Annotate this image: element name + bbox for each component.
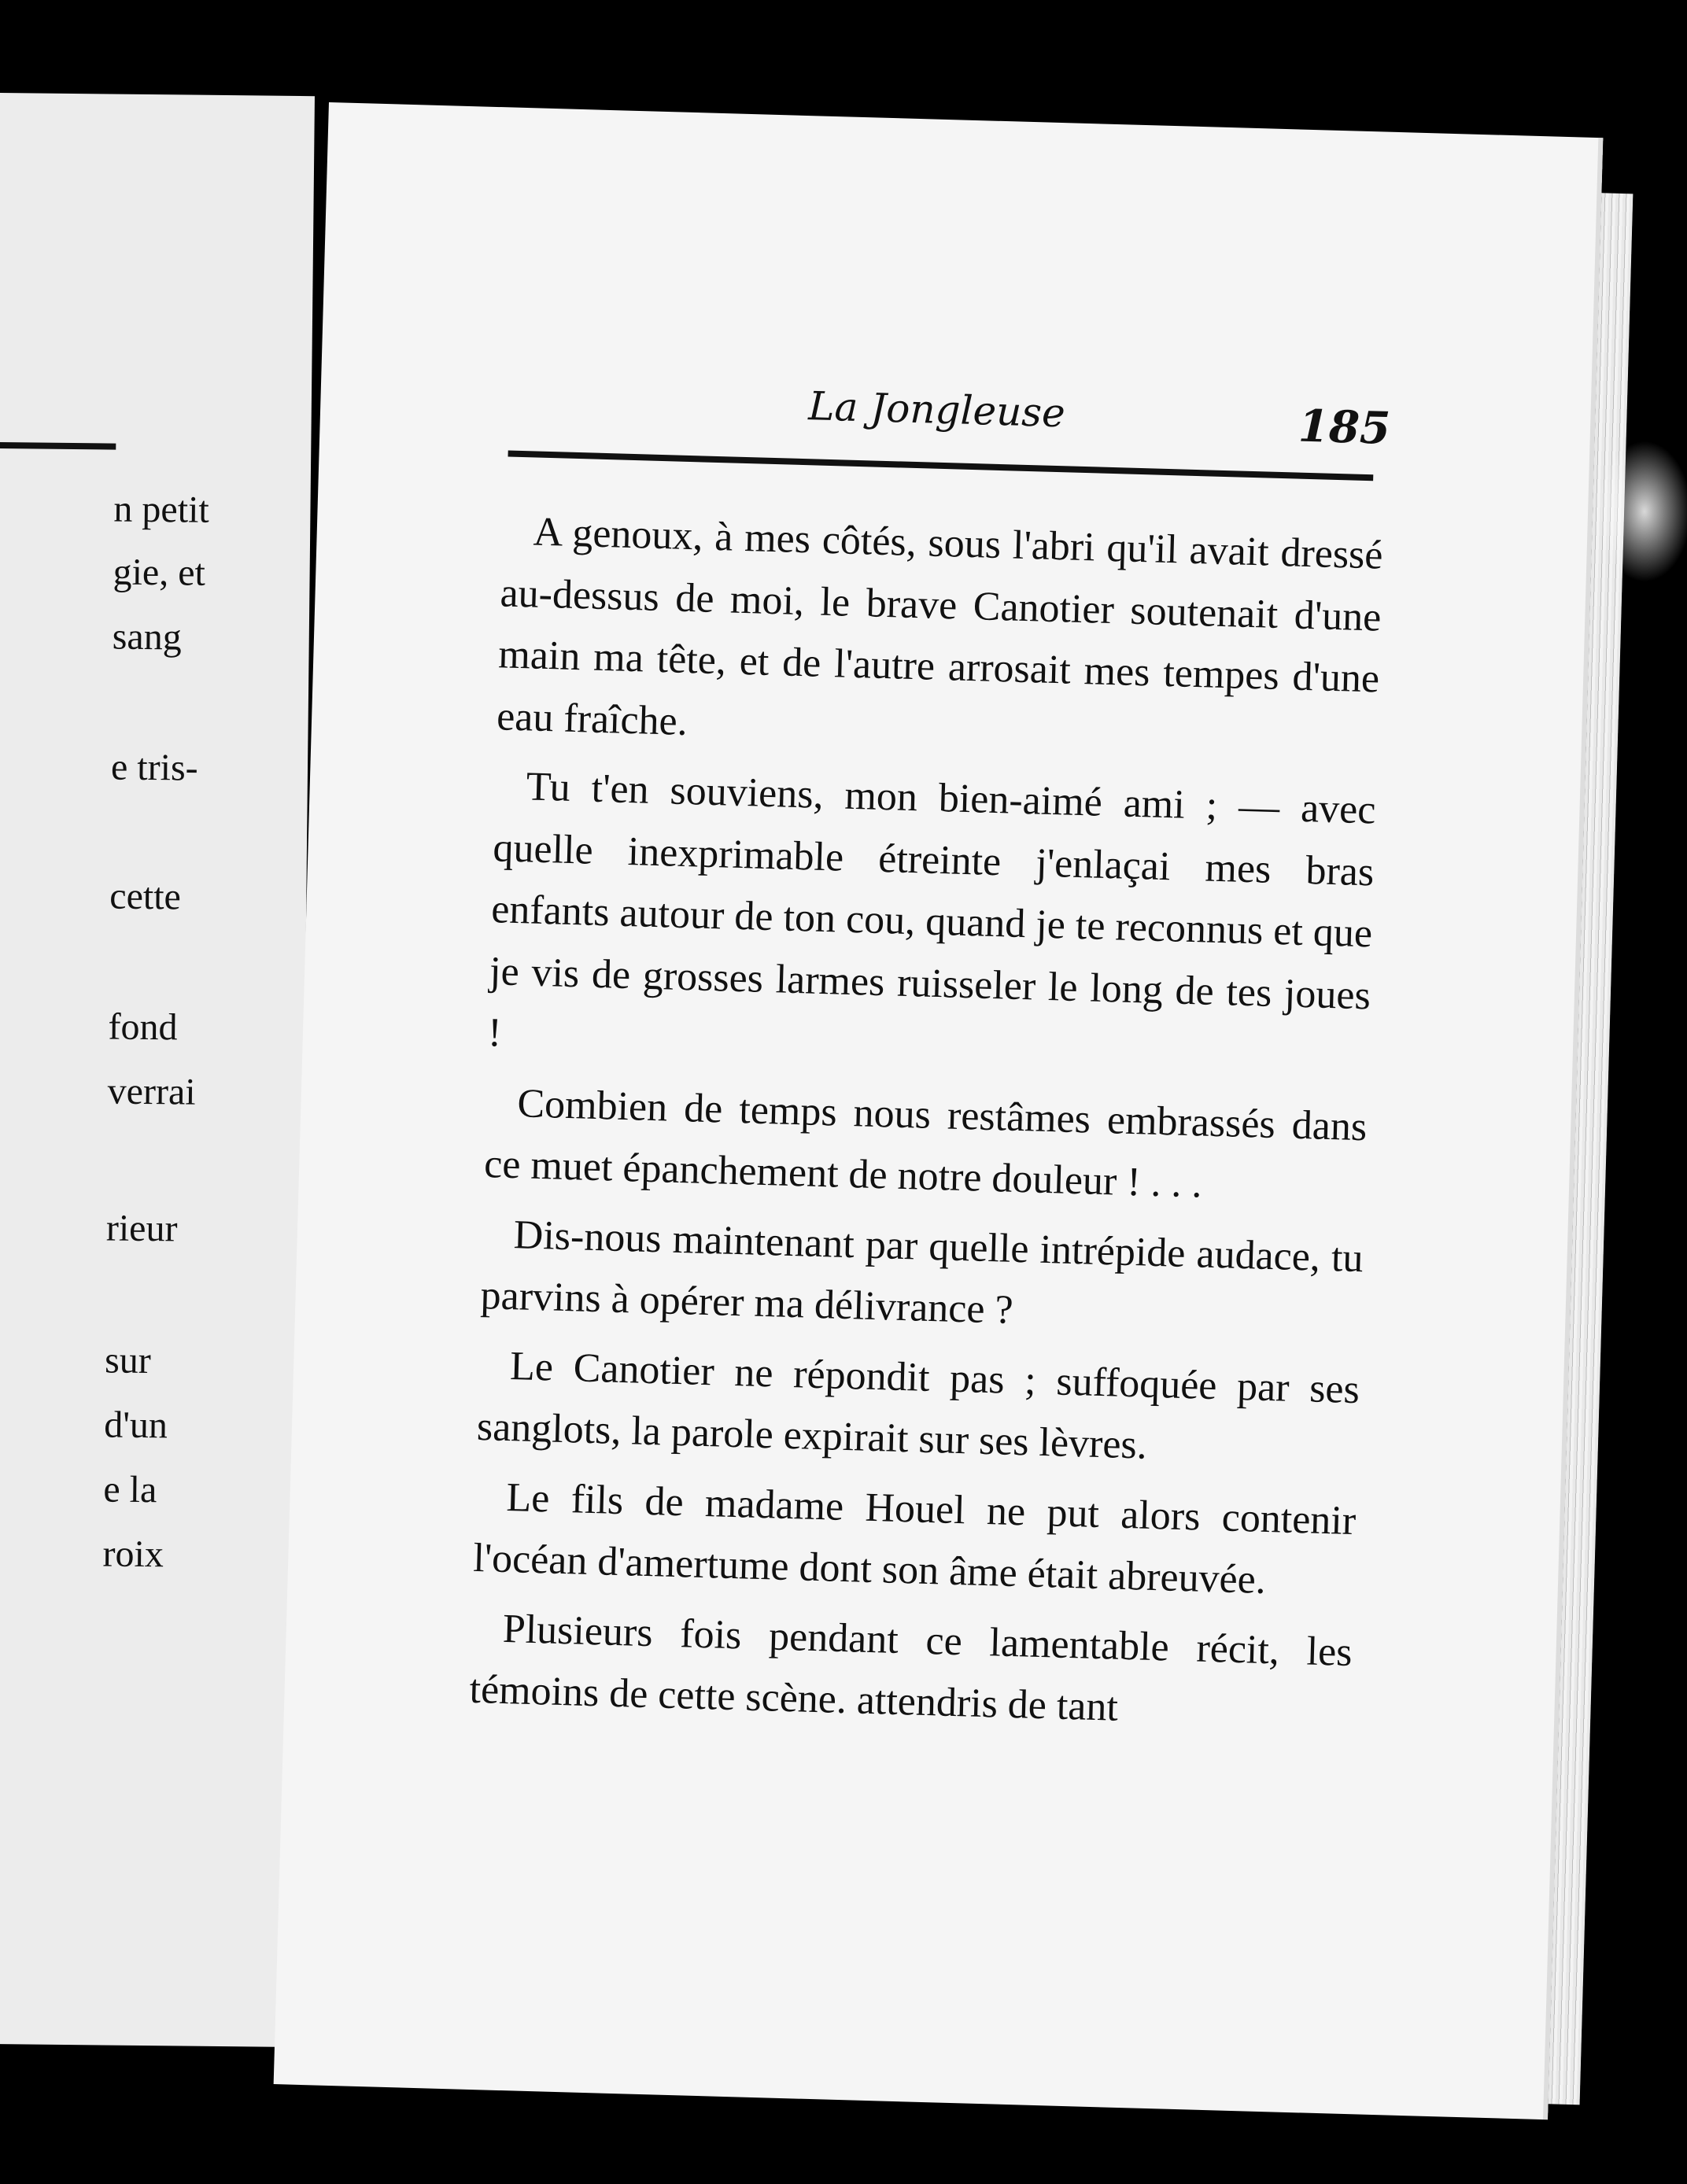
previous-page-line-fragment: roix [102,1533,164,1576]
paragraph: A genoux, à mes côtés, sous l'abri qu'il avait dressé au-dessus de moi, le brave Canotier soutenait d'une main ma tête, et de l'autre arrosait mes tempes d'une eau fraîche. [496,509,1384,744]
previous-page-line-fragment: sur [104,1339,152,1382]
paragraph: Le Canotier ne répondit pas ; suffoquée par ses sanglots, la parole expirait sur ses lèvres. [476,1343,1360,1468]
paragraph: Combien de temps nous restâmes embrassés dans ce muet épanchement de notre douleur ! . . . [483,1080,1368,1207]
paragraph: Plusieurs fois pendant ce lamentable récit, les témoins de cette scène. attendris de tant [468,1606,1353,1730]
previous-page [0,93,315,2047]
paragraph: Le fils de madame Houel ne put alors contenir l'océan d'amertume dont son âme était abreuvée. [472,1474,1357,1603]
previous-page-line-fragment: n petit [113,488,210,531]
page-body [468,500,1383,1753]
previous-page-header-rule [0,442,116,450]
previous-page-line-fragment: gie, et [113,551,206,594]
previous-page-line-fragment: rieur [105,1207,178,1250]
paragraph: Tu t'en souviens, mon bien-aimé ami ; — avec quelle inexprimable étreinte j'enlaçai mes bras enfants autour de ton cou, quand je te reconnus et que je vis de grosses larmes ruisseler le long de tes joues ! [487,764,1377,1056]
current-page [274,102,1604,2119]
previous-page-line-fragment: cette [109,875,182,918]
previous-page-line-fragment: sang [112,615,183,659]
previous-page-line-fragment: fond [108,1005,178,1049]
page-header [508,375,1391,463]
running-title: La Jongleuse [807,383,1066,437]
previous-page-line-fragment: e tris- [110,746,198,789]
paragraph: Dis-nous maintenant par quelle intrépide audace, tu parvins à opérer ma délivrance ? [479,1212,1364,1333]
scan-glare [1597,441,1687,582]
previous-page-line-fragment: verrai [107,1070,196,1113]
previous-page-line-fragment: d'un [104,1404,168,1447]
page-number: 185 [1298,400,1391,455]
previous-page-line-fragment: e la [103,1468,157,1511]
